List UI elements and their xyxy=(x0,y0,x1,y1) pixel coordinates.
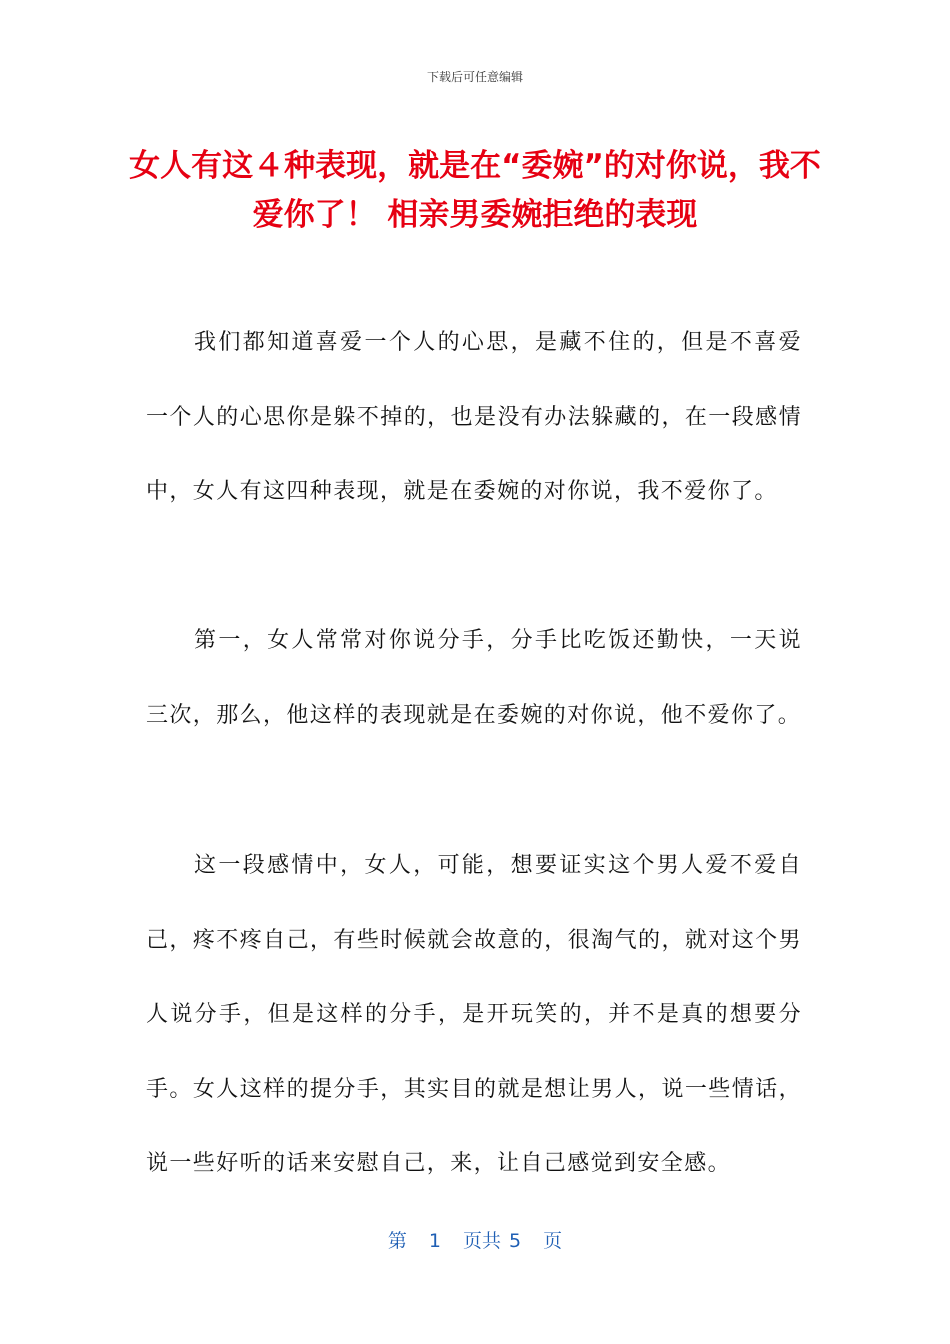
paragraph-2: 第一，女人常常对你说分手，分手比吃饭还勤快，一天说三次，那么，他这样的表现就是在委婉的对你说，他不爱你了。 xyxy=(146,628,802,728)
page-label-middle: 页共 xyxy=(462,1230,501,1252)
page-label-prefix: 第 xyxy=(387,1230,407,1252)
page-footer xyxy=(0,1226,950,1253)
document-title: 女人有这４种表现，就是在“委婉”的对你说，我不爱你了！ 相亲男委婉拒绝的表现 xyxy=(129,148,821,233)
paragraph-1: 我们都知道喜爱一个人的心思，是藏不住的，但是不喜爱一个人的心思你是躲不掉的，也是没有办法躲藏的，在一段感情中，女人有这四种表现，就是在委婉的对你说，我不爱你了。 xyxy=(146,330,802,504)
page-label-suffix: 页 xyxy=(543,1230,563,1252)
page-number: 1 xyxy=(428,1230,441,1252)
paragraph-3: 这一段感情中，女人，可能，想要证实这个男人爱不爱自己，疼不疼自己，有些时候就会故意的，很淘气的，就对这个男人说分手，但是这样的分手，是开玩笑的，并不是真的想要分手。女人这样的提分手，其实目的就是想让男人，说一些情话，说一些好听的话来安慰自己，来，让自己感觉到安全感。 xyxy=(146,853,802,1176)
header-note: 下载后可任意编辑 xyxy=(426,70,523,84)
total-pages: 5 xyxy=(509,1230,522,1252)
